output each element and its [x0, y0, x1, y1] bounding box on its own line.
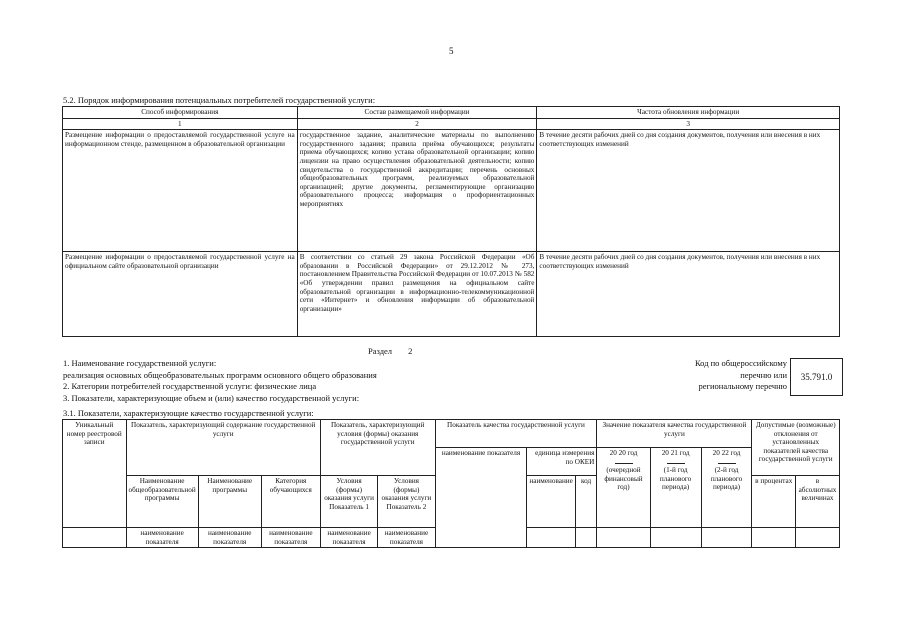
header-method: Способ информирования: [63, 107, 298, 119]
service-name-label: 1. Наименование государственной услуги:: [63, 358, 217, 368]
h-year-2: 20 21 год (1-й год планового периода): [650, 448, 701, 528]
h-unique: Уникальный номер реестровой записи: [63, 420, 127, 528]
footer-label-2: наименование показателя: [198, 528, 261, 548]
footer-label-5: наименование показателя: [378, 528, 435, 548]
header-content: Состав размещаемой информации: [297, 107, 537, 119]
row1-method: Размещение информации о предоставляемой государственной услуге на информационном стенде, размещенном в образовательной организации: [63, 130, 298, 252]
h-indicator-name: наименование показателя: [435, 448, 527, 548]
h-percent: в процентах: [752, 476, 796, 528]
h-content: Показатель, характеризующий содержание государственной услуги: [126, 420, 320, 476]
h-unit: единица измерения по ОКЕИ: [527, 448, 597, 476]
footer-label-1: наименование показателя: [126, 528, 198, 548]
h-unit-name: наименование: [527, 476, 575, 528]
row2-content: В соответствии со статьей 29 закона Российской Федерации «Об образовании в Российской Федерации» от 29.12.2012 № 273, постановлением Правительства Российской Федерации от 10.07.2013 № 582 «Об утверждении правил размещения на официальном сайте образовательной организации в информационно-телекоммуникационной сети «Интернет» и обновления информации об образовательной организации»: [297, 252, 537, 337]
code-label-3: региональному перечню: [698, 381, 787, 391]
h-absolute: в абсолютных величинах: [796, 476, 840, 528]
sub-program-name: Наименование общеобразовательной программы: [126, 476, 198, 528]
header-frequency: Частота обновления информации: [537, 107, 840, 119]
h-year-3: 20 22 год (2-й год планового периода): [701, 448, 752, 528]
row2-method: Размещение информации о предоставляемой государственной услуге на официальном сайте образовательной организации: [63, 252, 298, 337]
h-conditions: Показатель, характеризующий условия (формы) оказания государственной услуги: [320, 420, 435, 476]
information-table: [62, 106, 840, 337]
sub-condition-1: Условия (формы) оказания услуги Показатель 1: [320, 476, 377, 528]
h-year-1: 20 20 год (очередной финансовый год): [597, 448, 650, 528]
col-number-2: 2: [297, 118, 537, 130]
registry-code: 35.791.0: [790, 358, 843, 396]
code-label-2: перечню или: [740, 370, 787, 380]
indicators-heading: 3. Показатели, характеризующие объем и (или) качество государственной услуги:: [63, 393, 360, 403]
sub-programs: Наименование программы: [198, 476, 261, 528]
sub-category: Категория обучающихся: [261, 476, 320, 528]
h-unit-code: код: [575, 476, 597, 528]
h-deviation: Допустимые (возможные) отклонения от установленных показателей качества государственной услуги: [752, 420, 840, 476]
section-title: Раздел 2: [368, 346, 413, 356]
section-5-2-heading: 5.2. Порядок информирования потенциальных потребителей государственной услуги:: [63, 95, 376, 105]
row2-frequency: В течение десяти рабочих дней со дня создания документов, получения или внесения в них соответствующих изменений: [537, 252, 840, 337]
col-number-1: 1: [63, 118, 298, 130]
row1-content: государственное задание, аналитические материалы по выполнению государственного задания; правила приёма обучающихся; результаты приема обучающихся; копию устава образовательной организации; копию лицензии на право осуществления образовательной деятельности; копию свидетельства о государственной аккредитации; перечень основных общеобразовательных программ, реализуемых образовательной организацией; другие документы, регламентирующие организацию образовательного процесса; информация о профориентационных мероприятиях: [297, 130, 537, 252]
service-name: реализация основных общеобразовательных программ основного общего образования: [63, 370, 377, 380]
h-value: Значение показателя качества государственной услуги: [597, 420, 752, 448]
code-label-1: Код по общероссийскому: [694, 358, 787, 368]
quality-table: [62, 419, 840, 548]
footer-label-4: наименование показателя: [320, 528, 377, 548]
h-quality: Показатель качества государственной услуги: [435, 420, 597, 448]
sub-condition-2: Условия (формы) оказания услуги Показатель 2: [378, 476, 435, 528]
col-number-3: 3: [537, 118, 840, 130]
footer-label-3: наименование показателя: [261, 528, 320, 548]
page-number: 5: [449, 46, 454, 56]
consumer-categories: 2. Категории потребителей государственной услуги: физические лица: [63, 381, 317, 391]
quality-indicators-heading: 3.1. Показатели, характеризующие качество государственной услуги:: [63, 408, 314, 418]
row1-frequency: В течение десяти рабочих дней со дня создания документов, получения или внесения в них соответствующих изменений: [537, 130, 840, 252]
